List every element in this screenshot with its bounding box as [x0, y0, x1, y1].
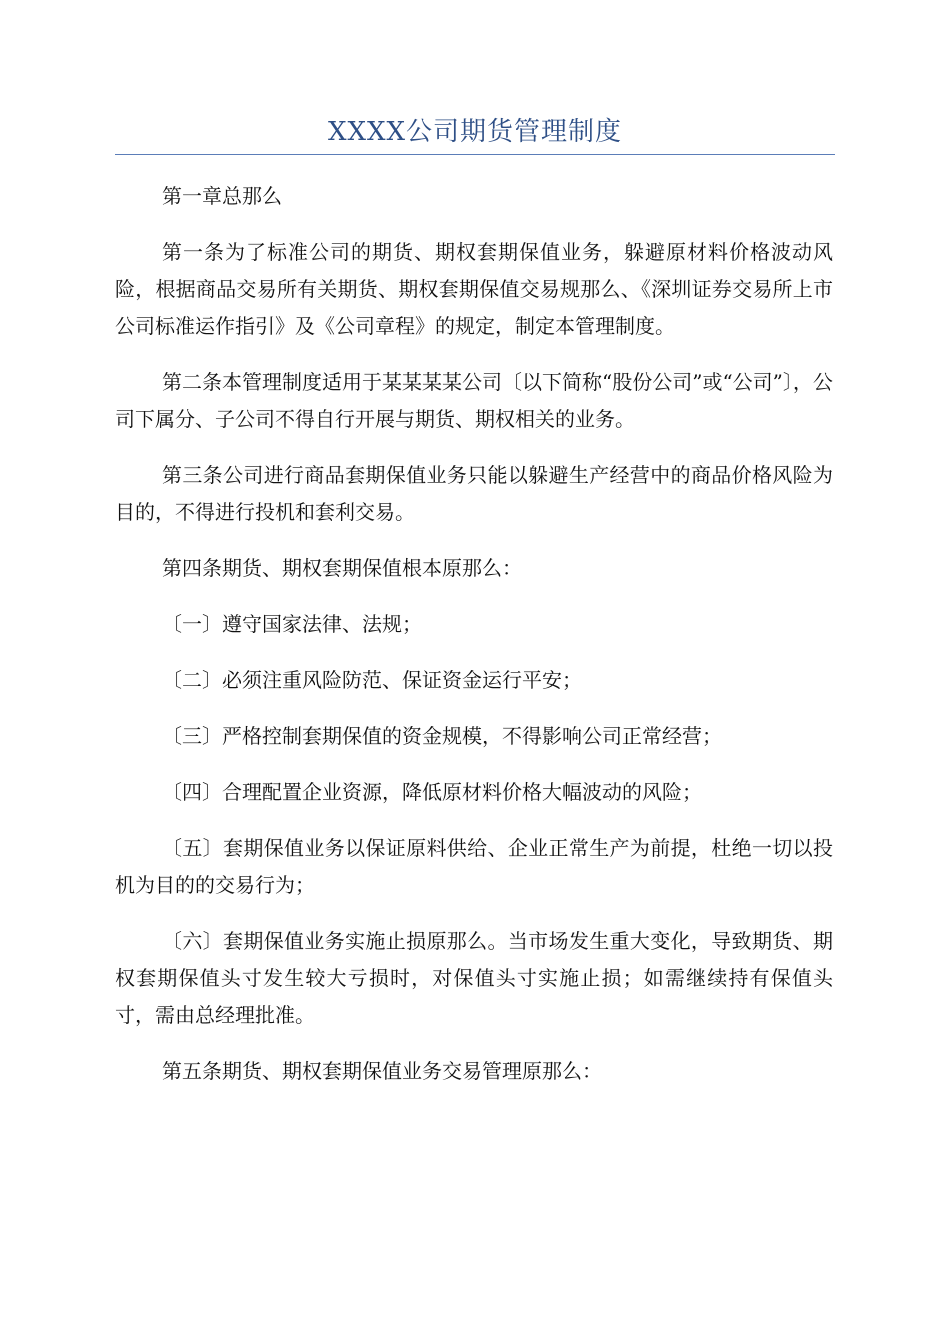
document-title: XXXX公司期货管理制度	[327, 117, 623, 147]
article-4-item-2: 〔二〕必须注重风险防范、保证资金运行平安；	[162, 668, 582, 692]
article-4-item-4: 〔四〕合理配置企业资源，降低原材料价格大幅波动的风险；	[162, 780, 702, 804]
article-1: 第一条为了标准公司的期货、期权套期保值业务，躲避原材料价格波动风险，根据商品交易所有关期货、期权套期保值交易规那么、《深圳证券交易所上市公司标准运作指引》及《公司章程》的规定，制定本管理制度。	[115, 240, 833, 338]
article-3: 第三条公司进行商品套期保值业务只能以躲避生产经营中的商品价格风险为目的，不得进行投机和套利交易。	[115, 463, 833, 524]
article-4-item-1: 〔一〕遵守国家法律、法规；	[162, 612, 422, 636]
title-underline	[115, 154, 835, 155]
article-4: 第四条期货、期权套期保值根本原那么：	[162, 556, 522, 580]
chapter-heading: 第一章总那么	[162, 184, 282, 208]
article-4-item-5: 〔五〕套期保值业务以保证原料供给、企业正常生产为前提，杜绝一切以投机为目的的交易行为；	[115, 836, 833, 897]
article-5: 第五条期货、期权套期保值业务交易管理原那么：	[162, 1059, 602, 1083]
article-2: 第二条本管理制度适用于某某某某公司〔以下简称“股份公司”或“公司”〕，公司下属分、子公司不得自行开展与期货、期权相关的业务。	[115, 370, 833, 431]
document-body	[115, 178, 833, 1109]
article-4-item-3: 〔三〕严格控制套期保值的资金规模，不得影响公司正常经营；	[162, 724, 722, 748]
article-4-item-6: 〔六〕套期保值业务实施止损原那么。当市场发生重大变化，导致期货、期权套期保值头寸发生较大亏损时，对保值头寸实施止损；如需继续持有保值头寸，需由总经理批准。	[115, 929, 833, 1027]
